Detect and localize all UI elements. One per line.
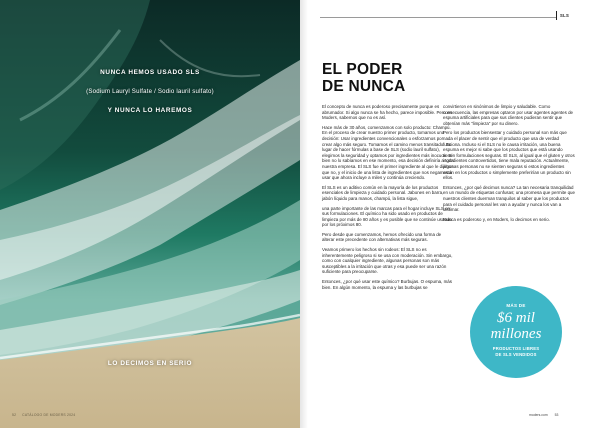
article-headline (322, 62, 472, 95)
badge-unit: millones (490, 326, 542, 342)
header-rule (320, 17, 556, 18)
catalog-label: CATÁLOGO DE MODERS 2024 (22, 413, 76, 417)
page-gutter-shadow (300, 0, 308, 428)
paragraph: Nunca es poderoso y, en Moders, lo decimos en serio. (443, 216, 550, 222)
right-page-number: 53 (554, 413, 559, 417)
paragraph: Pero los productos biensestar y cuidado personal son más que nada el placer de sentir que el producto que usa de verdad funciona. Incluso si el SLS no le causa irritación, una buena espuma es mejor si sabe que los productos que está usando tienen formulaciones seguras. El SLS, al igual que el gluten y otros ingredientes controvertidos, tiene mala reputación. Actualmente, algunas personas no se sienten seguras si estos ingredientes están en los productos o simplemente preferirían un producto sin ellos. (443, 130, 575, 181)
paragraph: convirtieron en sinónimos de limpio y saludable. Como consecuencia, las empresas optaron por usar agentes agentes de espuma artificiales para que sus clientes pudieran sentir que obtenían más “limpieza” por su dinero. (443, 104, 574, 126)
badge-subtitle-1: PRODUCTOS LIBRES (492, 346, 540, 351)
article-column-2 (443, 104, 575, 226)
paragraph: una parte importante de las marcas para el hogar incluye SLS en sus formulaciones. El químico ha sido usado en productos de limpieza por más de 80 años y es posible que se continúe usando por los próximos 80. (322, 205, 452, 228)
paragraph: Hace más de 30 años, comenzamos con solo producto: Champú. En el proceso de crear nuestro primer producto, tomamos una decisión: Usar ingredientes convencionales o esforzarnos por crear algo más seguro. Tomamos el camino menos transitado. En lugar de hacer fórmulas a base de SLS (sodio lauril sulfato), elegimos la seguridad y optamos por ingredientes más inocuos. Si bien no lo sabíamos en ese momento, esa decisión definiría a toda nuestra empresa. El SLS fue el primer ingrediente al que le dijimos que no, y el inicio de una lista de ingredientes que nos negamos a usar que ahora incluye a miles y continúa creciendo. (322, 124, 454, 181)
paragraph: El SLS es un aditivo común en la mayoría de los productos esenciales de limpieza y cuidado personal. Jabones en barra, jabón líquido para manos, champú, la lista sigue, (322, 184, 444, 201)
overlay-heading-never-used: NUNCA HEMOS USADO SLS (100, 69, 200, 76)
right-page-folio (522, 413, 558, 417)
badge-subtitle-2: DE SLS VENDIDOS (495, 352, 537, 357)
paragraph: Entonces, ¿por qué decimos nunca? La tan necesaria tranquilidad en un mundo de etiquetas confusas; una promesa que permite que nuestros clientes duerman tranquilos al saber que los productos para el cuidado personal les van a ayudar y nunca los van a lastimar. (443, 184, 575, 213)
overlay-subheading-sls: (Sodium Lauryl Sulfate / Sodio lauril sulfato) (86, 88, 214, 95)
headline-line-1: EL PODER (322, 61, 403, 78)
overlay-heading-serious: LO DECIMOS EN SERIO (107, 360, 193, 367)
paragraph: Veamos primero los hechos sin rodeos: El SLS no es inherentemente peligroso si se usa con moderación. Sin embargo, como con cualquier ingrediente, algunas personas son más susceptibles a la irritación que otras y esa puede ser una razón suficiente para preocuparse. (322, 247, 453, 275)
article-column-1 (322, 104, 454, 294)
paragraph: Entonces, ¿por qué usar este químico? Burbujas. O espuma, más bien. En algún momento, la espuma y las burbujas se (322, 279, 452, 290)
paragraph: El concepto de nunca es poderoso precisamente porque es abrumador. Si algo nunca se ha hecho, parece imposible. Pero en Moders, sabemos que no es así. (322, 104, 453, 121)
paragraph: Pero desde que comenzamos, hemos ofrecido una forma de alterar este precedente con alternativas más seguras. (322, 231, 442, 243)
left-page-number: 52 (12, 413, 17, 417)
badge-prefix: MÁS DE (506, 303, 526, 308)
section-tag: SLS (560, 13, 570, 18)
sales-stat-badge (470, 286, 562, 378)
footer-site: moders.com (529, 413, 548, 417)
overlay-heading-never-will: Y NUNCA LO HAREMOS (107, 107, 193, 114)
headline-line-2: DE NUNCA (322, 77, 406, 95)
badge-number: $6 mil (497, 310, 535, 326)
section-tag-divider (556, 11, 557, 20)
left-page-folio (12, 413, 81, 417)
